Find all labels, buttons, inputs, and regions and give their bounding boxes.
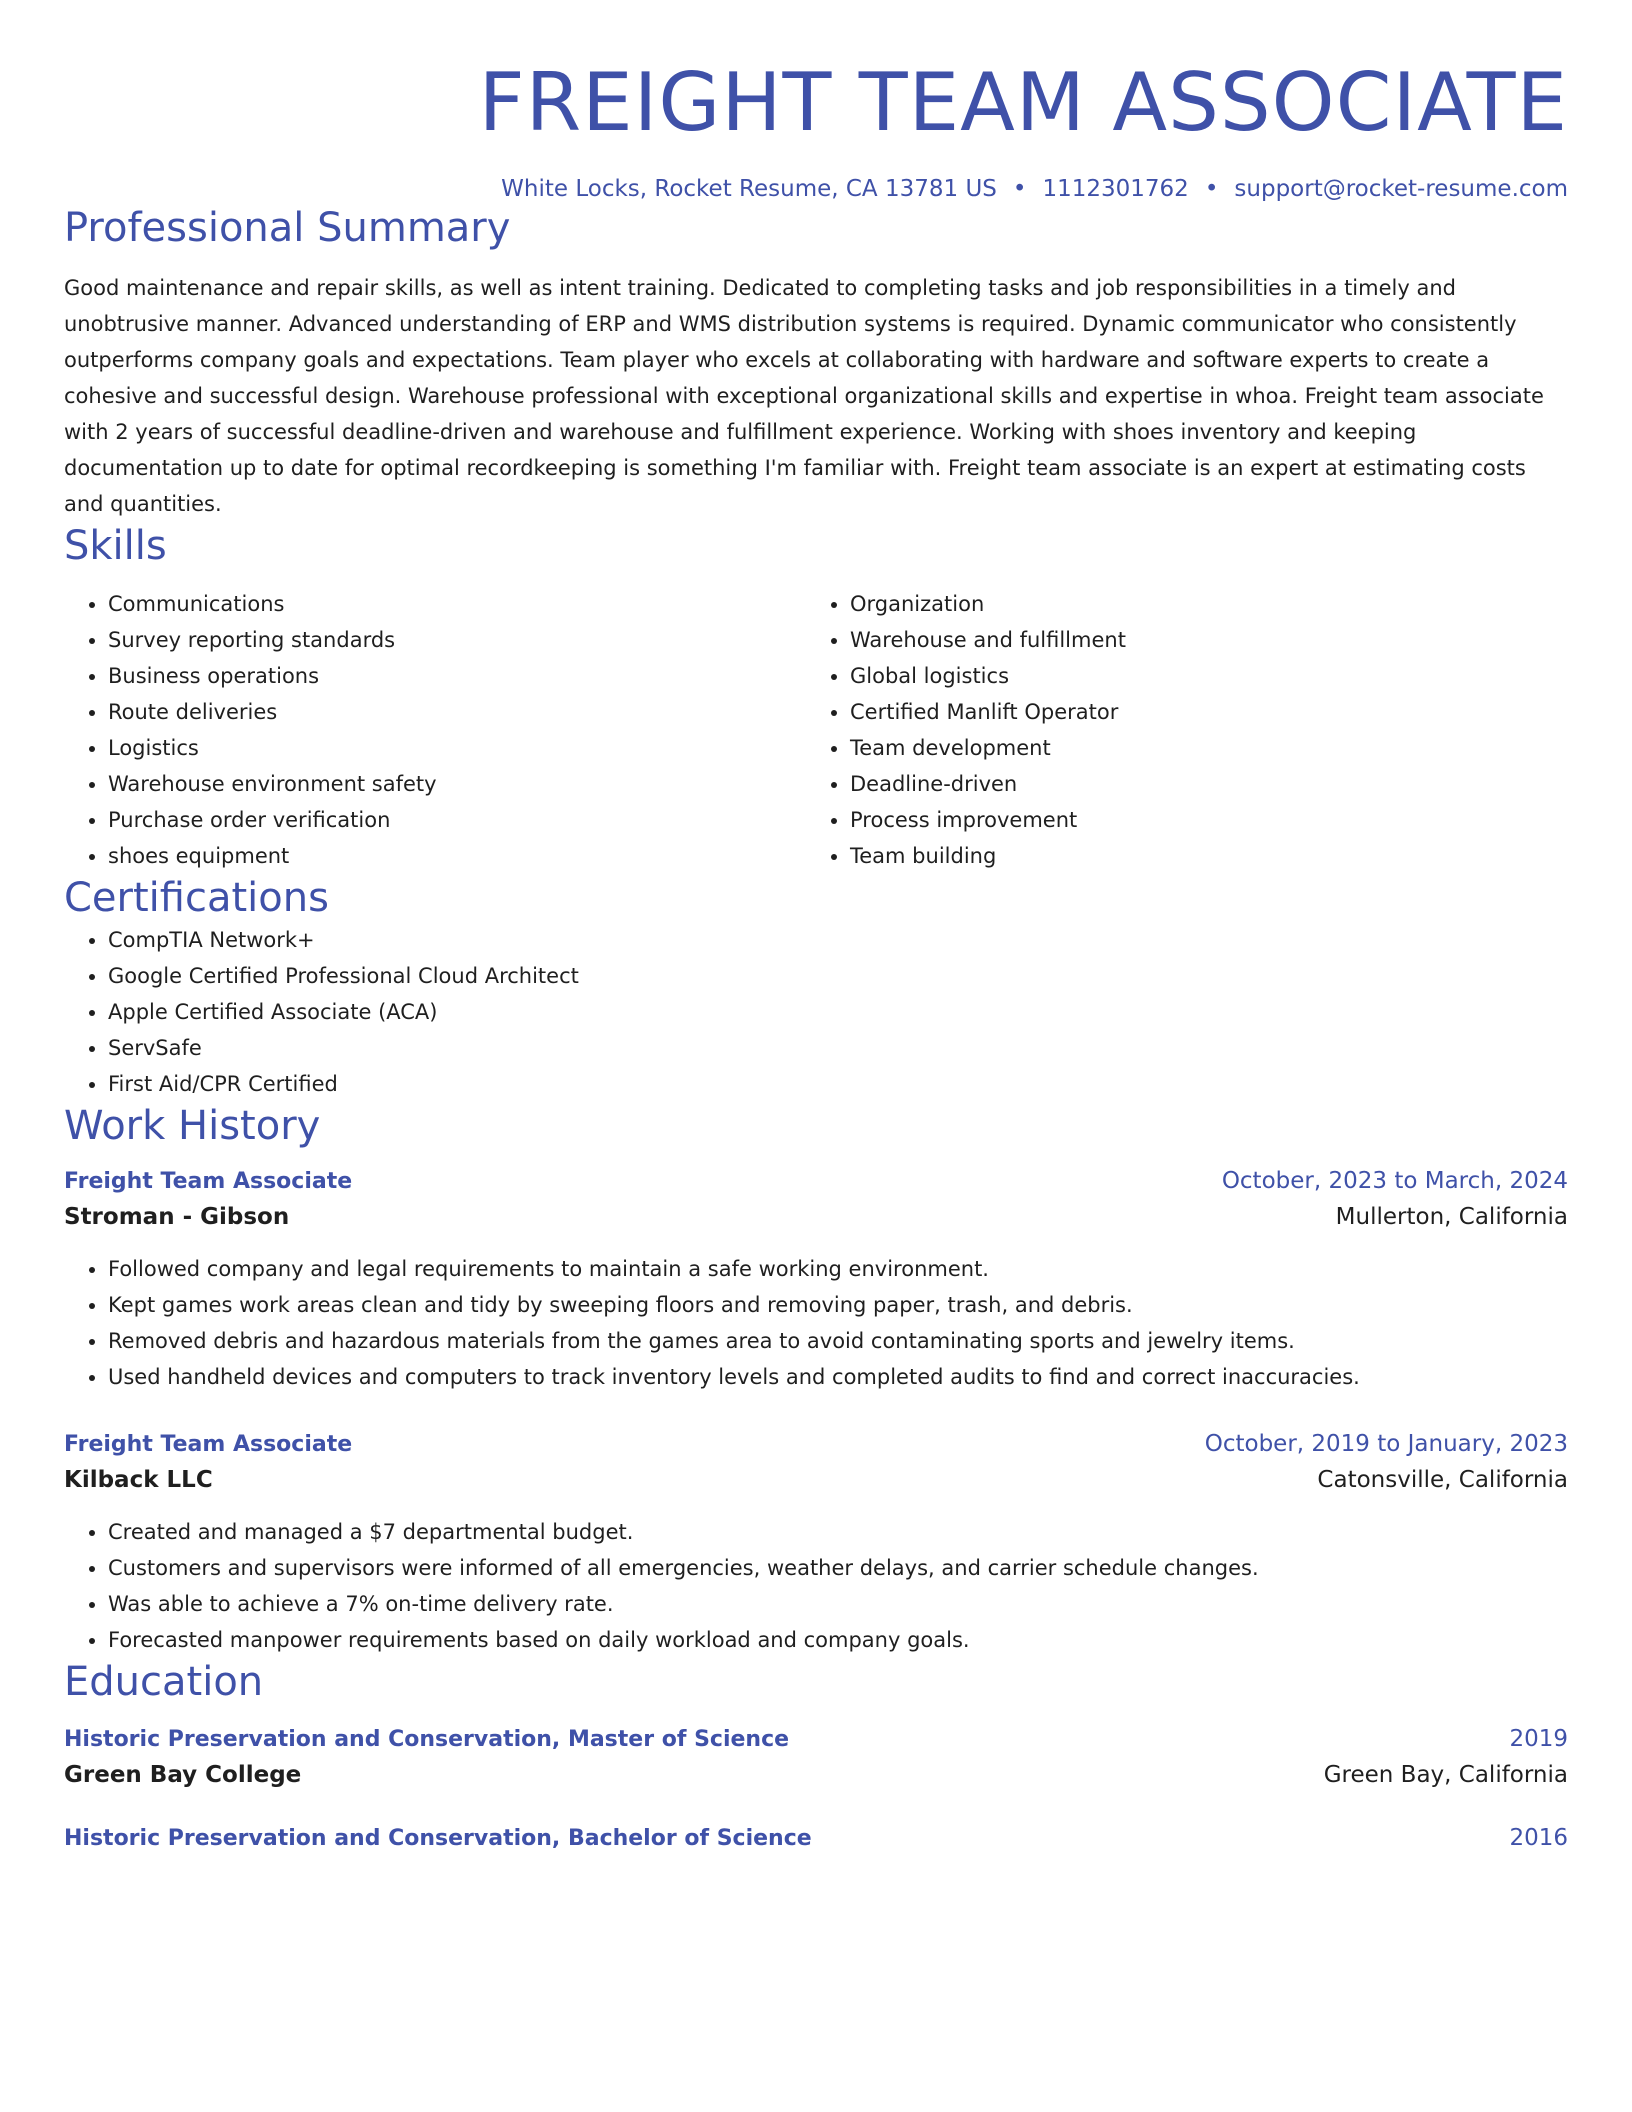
skill-item: • Deadline-driven	[850, 766, 1548, 802]
certification-item: • ServSafe	[108, 1030, 1568, 1066]
skills-list-left	[64, 586, 806, 874]
certifications-heading: Certifications	[64, 875, 329, 921]
job-employer: Stroman - Gibson	[64, 1204, 290, 1230]
job-bullet: • Customers and supervisors were informed of all emergencies, weather delays, and carrier schedule changes.	[108, 1550, 1568, 1586]
certification-item: • Apple Certified Associate (ACA)	[108, 994, 1568, 1030]
education-header-row	[64, 1821, 1568, 1856]
education-year: 2019	[1509, 1726, 1568, 1752]
resume-name: FREIGHT TEAM ASSOCIATE	[478, 56, 1568, 149]
education-location: Green Bay, California	[1323, 1762, 1568, 1788]
skill-item: • Survey reporting standards	[108, 622, 806, 658]
job-header-row	[64, 1164, 1568, 1199]
education-entry	[64, 1821, 1568, 1856]
skill-item: • Warehouse and fulfillment	[850, 622, 1548, 658]
job-dates: October, 2023 to March, 2024	[1221, 1168, 1568, 1194]
work-history-heading: Work History	[64, 1103, 321, 1149]
contact-line	[64, 174, 1568, 204]
education-year: 2016	[1509, 1825, 1568, 1851]
skills-section	[64, 522, 1568, 874]
summary-heading: Professional Summary	[64, 205, 511, 251]
job-bullet: • Kept games work areas clean and tidy by sweeping floors and removing paper, trash, and debris.	[108, 1287, 1568, 1323]
summary-text: Good maintenance and repair skills, as well as intent training. Dedicated to completing tasks and job responsibilities in a timely and unobtrusive manner. Advanced understanding of ERP and WMS distribution systems is required. Dynamic communicator who consistently outperforms company goals and expectations. Team player who excels at collaborating with hardware and software experts to create a cohesive and successful design. Warehouse professional with exceptional organizational skills and expertise in whoa. Freight team associate with 2 years of successful deadline-driven and warehouse and fulfillment experience. Working with shoes inventory and keeping documentation up to date for optimal recordkeeping is something I'm familiar with. Freight team associate is an expert at estimating costs and quantities.	[64, 276, 1544, 516]
contact-phone: 1112301762	[1042, 176, 1189, 202]
job-location: Catonsville, California	[1317, 1467, 1568, 1493]
contact-separator: •	[1012, 176, 1027, 202]
contact-separator: •	[1204, 176, 1219, 202]
certification-item: • First Aid/CPR Certified	[108, 1066, 1568, 1102]
job-title: Freight Team Associate	[64, 1432, 353, 1457]
skill-item: • Team building	[850, 838, 1548, 874]
skill-item: • Communications	[108, 586, 806, 622]
contact-address: White Locks, Rocket Resume, CA 13781 US	[501, 176, 997, 202]
skill-item: • Team development	[850, 730, 1548, 766]
job-bullet: • Followed company and legal requirements to maintain a safe working environment.	[108, 1251, 1568, 1287]
skills-heading: Skills	[64, 523, 167, 569]
job-title: Freight Team Associate	[64, 1169, 353, 1194]
job-employer: Kilback LLC	[64, 1467, 213, 1493]
education-header-row	[64, 1722, 1568, 1757]
job-entry	[64, 1427, 1568, 1658]
skills-column-left	[64, 586, 806, 874]
job-employer-row	[64, 1199, 1568, 1235]
skill-item: • Warehouse environment safety	[108, 766, 806, 802]
education-section	[64, 1658, 1568, 1856]
job-header-row	[64, 1427, 1568, 1462]
skill-item: • Global logistics	[850, 658, 1548, 694]
job-bullet: • Forecasted manpower requirements based on daily workload and company goals.	[108, 1622, 1568, 1658]
skill-item: • Certified Manlift Operator	[850, 694, 1548, 730]
education-entry	[64, 1722, 1568, 1793]
skills-list-right	[806, 586, 1548, 874]
education-degree: Historic Preservation and Conservation, Bachelor of Science	[64, 1826, 812, 1851]
resume-page	[64, 0, 1568, 1856]
work-history-section	[64, 1102, 1568, 1658]
certification-item: • CompTIA Network+	[108, 922, 1568, 958]
skill-item: • Purchase order verification	[108, 802, 806, 838]
certifications-section	[64, 874, 1568, 1102]
skill-item: • Process improvement	[850, 802, 1548, 838]
skill-item: • shoes equipment	[108, 838, 806, 874]
skill-item: • Business operations	[108, 658, 806, 694]
job-bullets	[64, 1514, 1568, 1658]
education-heading: Education	[64, 1659, 264, 1705]
skill-item: • Organization	[850, 586, 1548, 622]
summary-section	[64, 204, 1568, 522]
certifications-list	[64, 922, 1568, 1102]
contact-email: support@rocket-resume.com	[1234, 176, 1568, 202]
skill-item: • Logistics	[108, 730, 806, 766]
certification-item: • Google Certified Professional Cloud Architect	[108, 958, 1568, 994]
education-school-row	[64, 1757, 1568, 1793]
job-bullet: • Removed debris and hazardous materials from the games area to avoid contaminating sports and jewelry items.	[108, 1323, 1568, 1359]
job-dates: October, 2019 to January, 2023	[1204, 1431, 1568, 1457]
job-bullet: • Created and managed a $7 departmental budget.	[108, 1514, 1568, 1550]
education-school: Green Bay College	[64, 1762, 302, 1788]
job-entry	[64, 1164, 1568, 1395]
job-employer-row	[64, 1462, 1568, 1498]
job-bullet: • Was able to achieve a 7% on-time delivery rate.	[108, 1586, 1568, 1622]
skills-column-right	[806, 586, 1548, 874]
job-bullet: • Used handheld devices and computers to track inventory levels and completed audits to find and correct inaccuracies.	[108, 1359, 1568, 1395]
job-location: Mullerton, California	[1335, 1204, 1568, 1230]
skills-grid	[64, 586, 1568, 874]
education-degree: Historic Preservation and Conservation, Master of Science	[64, 1727, 790, 1752]
skill-item: • Route deliveries	[108, 694, 806, 730]
job-bullets	[64, 1251, 1568, 1395]
